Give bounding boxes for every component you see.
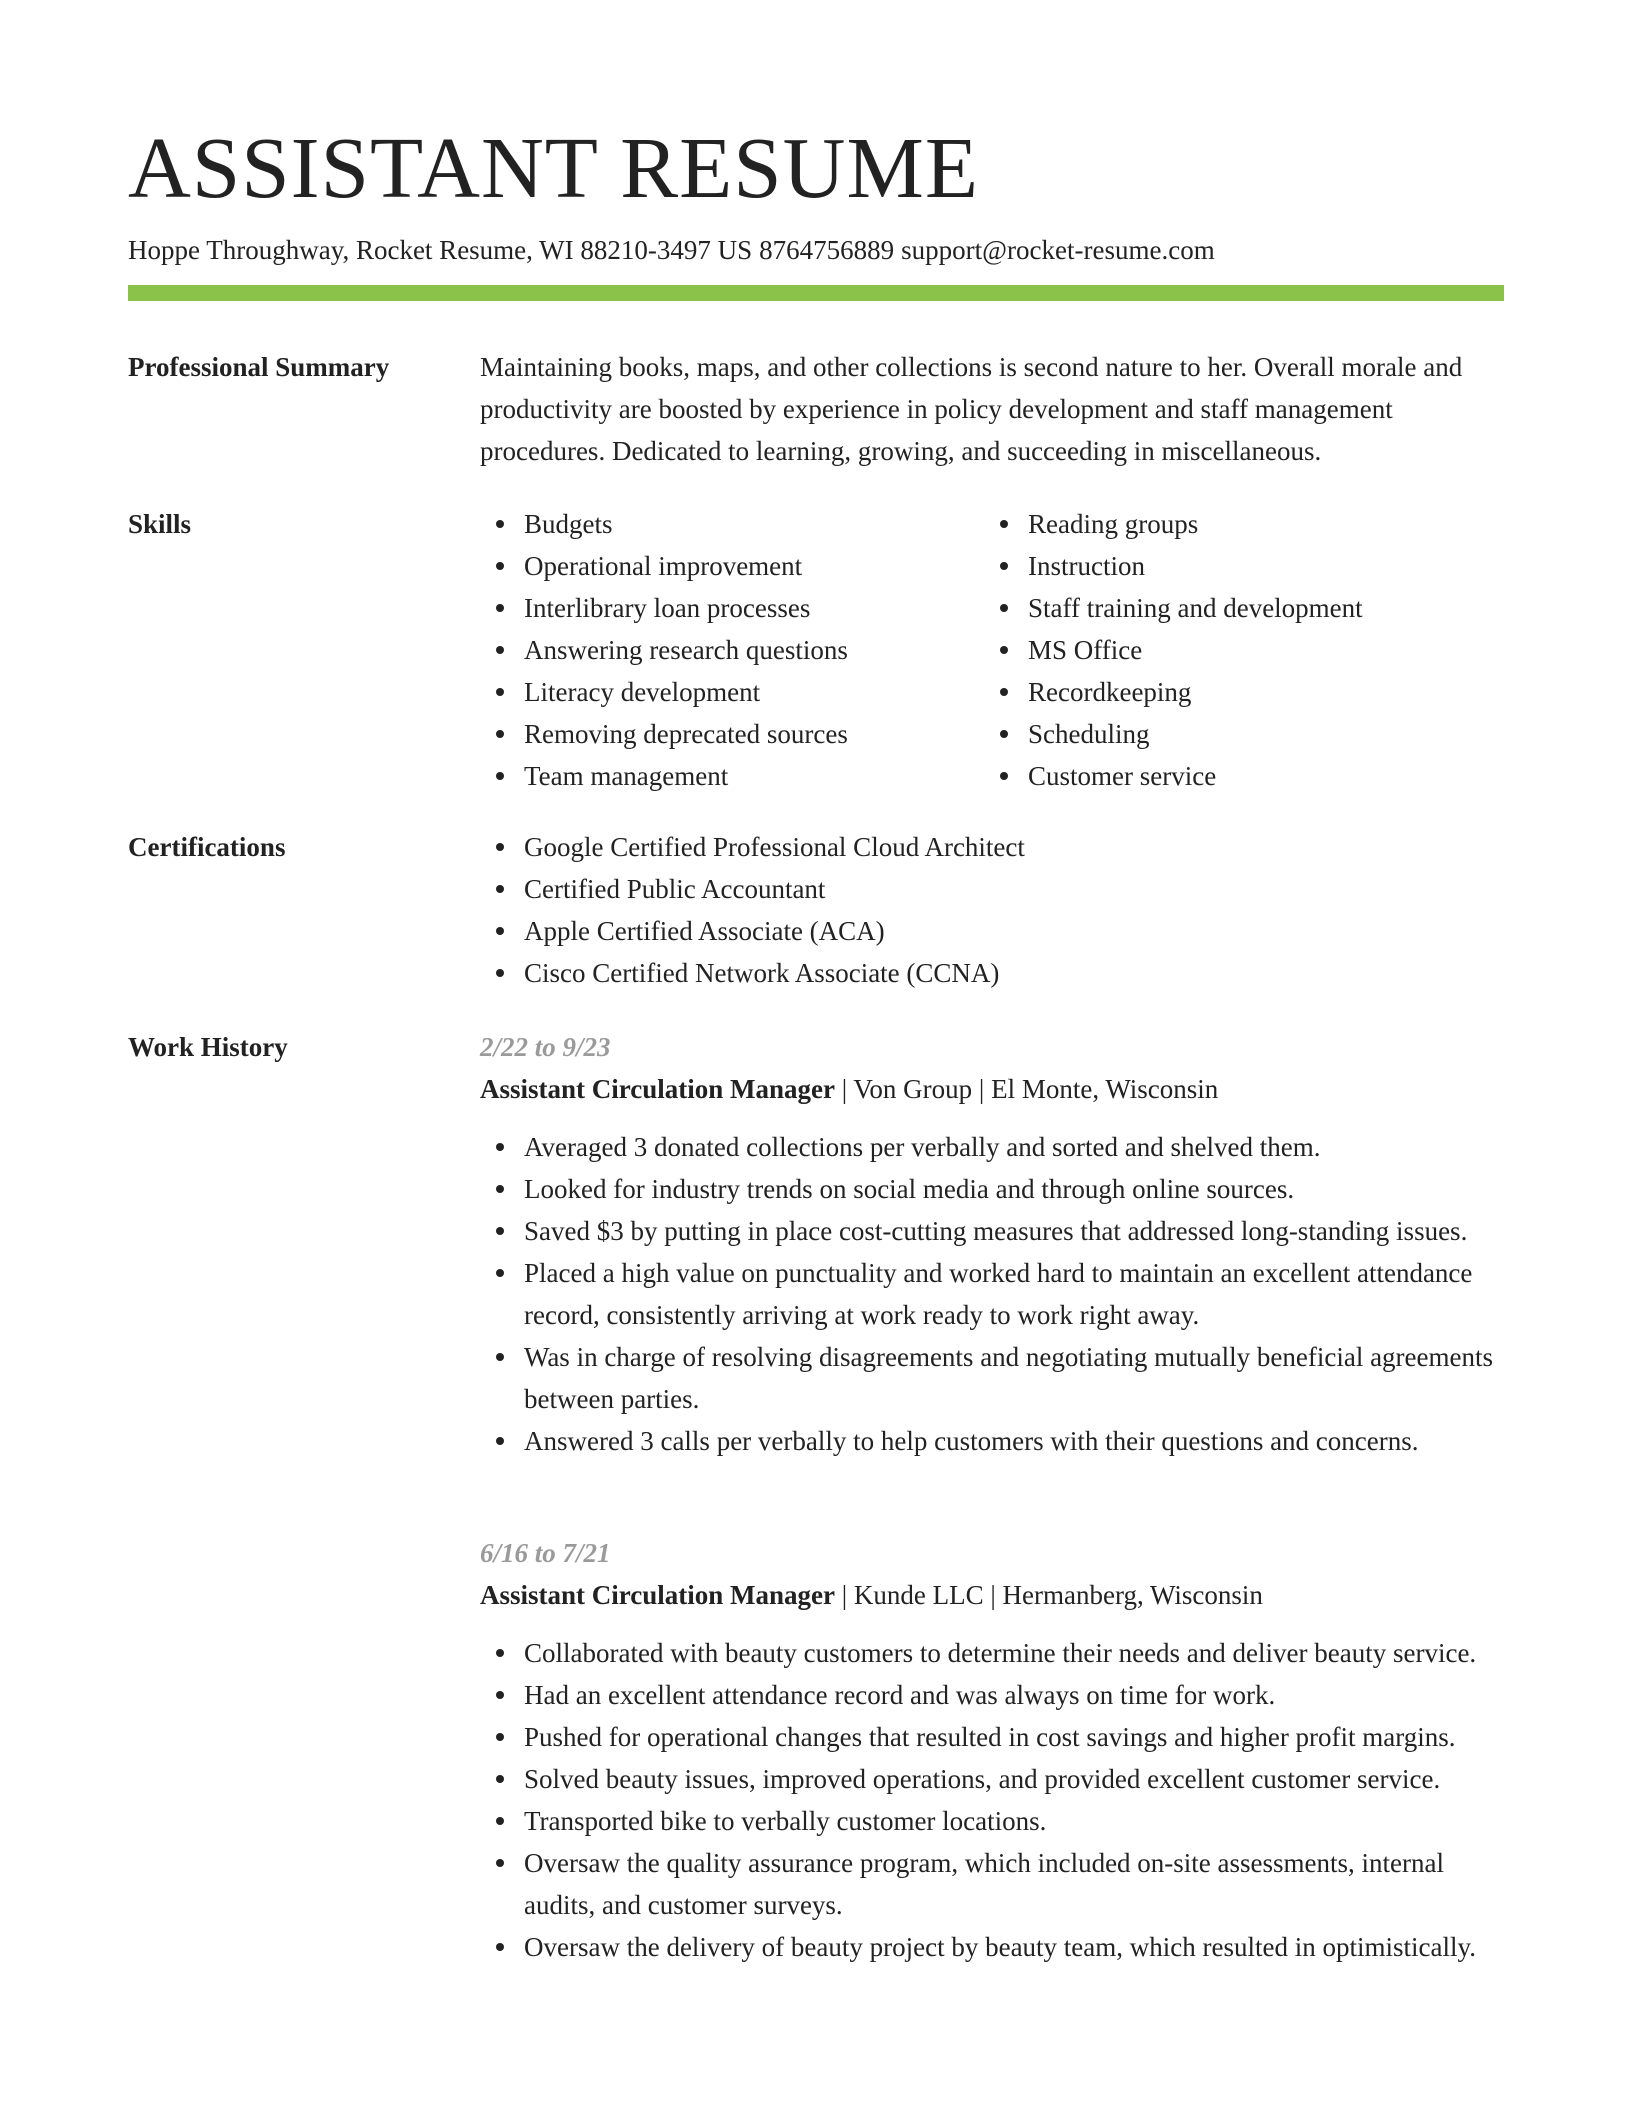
skill-item: Scheduling [984,713,1504,755]
skill-item: Literacy development [480,671,980,713]
skill-item: Recordkeeping [984,671,1504,713]
skills-label: Skills [128,509,192,539]
contact-line [128,230,1215,270]
certification-item: Certified Public Accountant [480,868,1504,910]
job-title: Assistant Circulation Manager [480,1580,835,1610]
summary-text: Maintaining books, maps, and other collections is second nature to her. Overall morale and productivity are boosted by experience in policy development and staff management procedures. Dedicated to learning, growing, and succeeding in miscellaneous. [480,352,1463,466]
job-bullet: Averaged 3 donated collections per verbally and sorted and shelved them. [480,1126,1504,1168]
job-entry [480,1532,1504,1968]
contact-phone: 8764756889 [759,235,895,265]
contact-address: Hoppe Throughway, Rocket Resume, WI 88210-3497 US [128,235,753,265]
job-bullets [480,1632,1504,1968]
summary-section [128,346,1504,476]
job-bullet: Collaborated with beauty customers to determine their needs and deliver beauty service. [480,1632,1504,1674]
skill-item: Answering research questions [480,629,980,671]
job-bullet: Pushed for operational changes that resulted in cost savings and higher profit margins. [480,1716,1504,1758]
skill-item: Operational improvement [480,545,980,587]
job-bullet: Solved beauty issues, improved operations, and provided excellent customer service. [480,1758,1504,1800]
job-heading [480,1574,1504,1616]
job-bullet: Oversaw the delivery of beauty project by beauty team, which resulted in optimistically. [480,1926,1504,1968]
job-entry [480,1026,1504,1462]
contact-email[interactable]: support@rocket-resume.com [901,235,1215,265]
skill-item: Removing deprecated sources [480,713,980,755]
certification-item: Google Certified Professional Cloud Architect [480,826,1504,868]
certification-item: Cisco Certified Network Associate (CCNA) [480,952,1504,994]
job-bullet: Had an excellent attendance record and was always on time for work. [480,1674,1504,1716]
job-title: Assistant Circulation Manager [480,1074,835,1104]
resume-title: ASSISTANT RESUME [128,119,979,216]
skill-item: MS Office [984,629,1504,671]
skill-item: Instruction [984,545,1504,587]
skill-item: Reading groups [984,503,1504,545]
header-divider [128,285,1504,301]
job-bullet: Was in charge of resolving disagreements and negotiating mutually beneficial agreements between parties. [480,1336,1504,1420]
job-bullets [480,1126,1504,1462]
job-bullet: Oversaw the quality assurance program, which included on-site assessments, internal audits, and customer surveys. [480,1842,1504,1926]
work-history-section [128,1026,1504,2106]
skills-list-left [480,503,980,797]
job-bullet: Transported bike to verbally customer locations. [480,1800,1504,1842]
job-details: | Kunde LLC | Hermanberg, Wisconsin [835,1580,1263,1610]
skills-section [128,503,1504,803]
job-bullet: Looked for industry trends on social media and through online sources. [480,1168,1504,1210]
skills-list-right [984,503,1504,797]
summary-body [480,346,1504,472]
skill-item: Staff training and development [984,587,1504,629]
job-bullet: Saved $3 by putting in place cost-cutting measures that addressed long-standing issues. [480,1210,1504,1252]
summary-label: Professional Summary [128,352,390,382]
job-heading [480,1068,1504,1110]
skill-item: Team management [480,755,980,797]
certifications-label: Certifications [128,832,286,862]
job-details: | Von Group | El Monte, Wisconsin [835,1074,1219,1104]
skill-item: Budgets [480,503,980,545]
job-dates: 2/22 to 9/23 [480,1032,611,1062]
certification-item: Apple Certified Associate (ACA) [480,910,1504,952]
certifications-list [480,826,1504,994]
work-history-label: Work History [128,1032,288,1062]
certifications-body [480,826,1504,994]
job-bullet: Placed a high value on punctuality and worked hard to maintain an excellent attendance record, consistently arriving at work ready to work right away. [480,1252,1504,1336]
job-bullet: Answered 3 calls per verbally to help customers with their questions and concerns. [480,1420,1504,1462]
job-dates: 6/16 to 7/21 [480,1538,611,1568]
certifications-section [128,826,1504,996]
skill-item: Interlibrary loan processes [480,587,980,629]
skill-item: Customer service [984,755,1504,797]
